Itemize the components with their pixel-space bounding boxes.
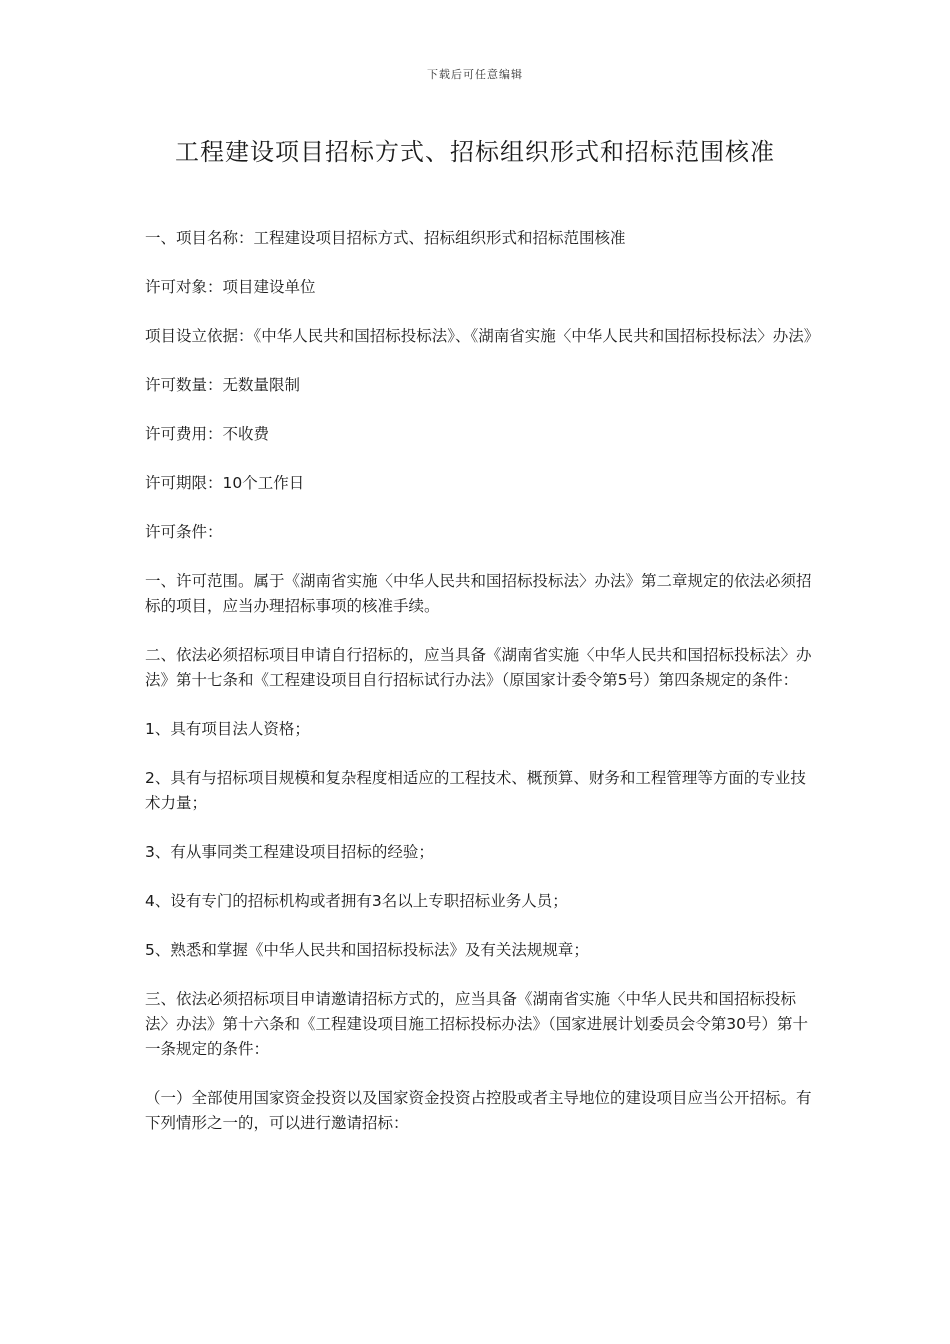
- paragraph-permit-conditions: 许可条件：: [145, 523, 223, 541]
- paragraph-scope: 一、许可范围。属于《湖南省实施〈中华人民共和国招标投标法〉办法》第二章规定的依法必须招标的项目，应当办理招标事项的核准手续。: [145, 572, 812, 615]
- paragraph-public-tender: （一）全部使用国家资金投资以及国家资金投资占控股或者主导地位的建设项目应当公开招标。有下列情形之一的，可以进行邀请招标：: [145, 1089, 812, 1132]
- paragraph-permit-period: 许可期限：10个工作日: [145, 474, 305, 492]
- list-item: 5、熟悉和掌握《中华人民共和国招标投标法》及有关法规规章；: [145, 941, 589, 959]
- paragraph-project-name: 一、项目名称：工程建设项目招标方式、招标组织形式和招标范围核准: [145, 229, 626, 247]
- document-body: [145, 226, 820, 1160]
- paragraph-permit-object: 许可对象：项目建设单位: [145, 278, 316, 296]
- list-item: 1、具有项目法人资格；: [145, 720, 310, 738]
- list-item: 4、设有专门的招标机构或者拥有3名以上专职招标业务人员；: [145, 892, 568, 910]
- paragraph-self-tender: 二、依法必须招标项目申请自行招标的，应当具备《湖南省实施〈中华人民共和国招标投标法〉办法》第十七条和《工程建设项目自行招标试行办法》（原国家计委令第5号）第四条规定的条件：: [145, 646, 812, 689]
- paragraph-invited-tender: 三、依法必须招标项目申请邀请招标方式的，应当具备《湖南省实施〈中华人民共和国招标投标法〉办法》第十六条和《工程建设项目施工招标投标办法》（国家进展计划委员会令第30号）第十一条规定的条件：: [145, 990, 808, 1058]
- paragraph-permit-quantity: 许可数量：无数量限制: [145, 376, 301, 394]
- header-note: 下载后可任意编辑: [427, 68, 523, 81]
- paragraph-legal-basis: 项目设立依据：《中华人民共和国招标投标法》、《湖南省实施〈中华人民共和国招标投标法〉办法》: [145, 327, 820, 345]
- list-item: 3、有从事同类工程建设项目招标的经验；: [145, 843, 434, 861]
- paragraph-permit-fee: 许可费用：不收费: [145, 425, 270, 443]
- list-item: 2、具有与招标项目规模和复杂程度相适应的工程技术、概预算、财务和工程管理等方面的专业技术力量；: [145, 769, 806, 812]
- document-title: 工程建设项目招标方式、招标组织形式和招标范围核准: [175, 138, 775, 166]
